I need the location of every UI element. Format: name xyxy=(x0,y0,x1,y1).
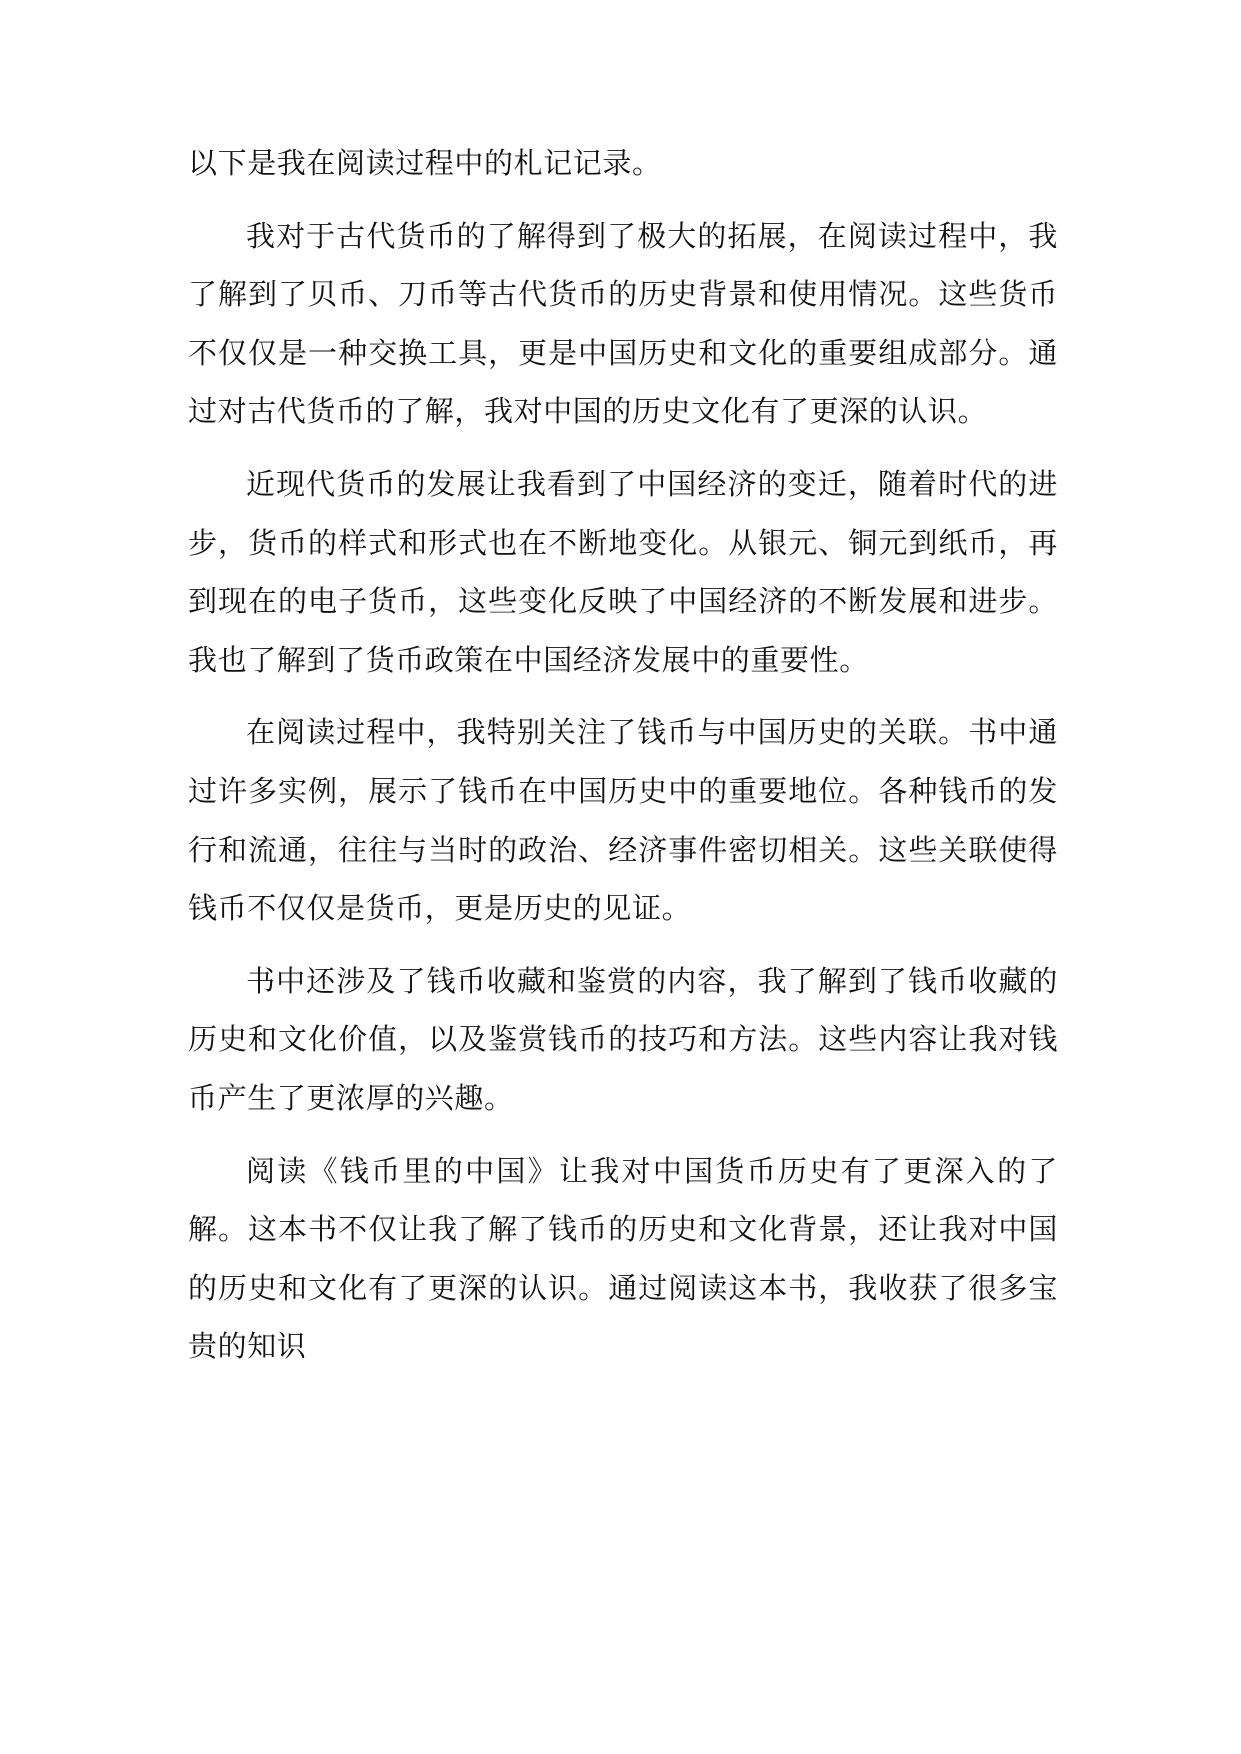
paragraph-intro: 以下是我在阅读过程中的札记记录。 xyxy=(188,146,662,180)
paragraph-conclusion: 阅读《钱币里的中国》让我对中国货币历史有了更深入的了解。这本书不仅让我了解了钱币的历史和文化背景，还让我对中国的历史和文化有了更深的认识。通过阅读这本书，我收获了很多宝贵的知识 xyxy=(188,1153,1058,1364)
paragraph-collecting: 书中还涉及了钱币收藏和鉴赏的内容，我了解到了钱币收藏的历史和文化价值，以及鉴赏钱币的技巧和方法。这些内容让我对钱币产生了更浓厚的兴趣。 xyxy=(188,963,1058,1115)
paragraph-modern-currency: 近现代货币的发展让我看到了中国经济的变迁，随着时代的进步，货币的样式和形式也在不断地变化。从银元、铜元到纸币，再到现在的电子货币，这些变化反映了中国经济的不断发展和进步。我也了解到了货币政策在中国经济发展中的重要性。 xyxy=(188,466,1058,677)
body-text xyxy=(188,134,1058,1390)
paragraph-ancient-currency: 我对于古代货币的了解得到了极大的拓展，在阅读过程中，我了解到了贝币、刀币等古代货币的历史背景和使用情况。这些货币不仅仅是一种交换工具，更是中国历史和文化的重要组成部分。通过对古代货币的了解，我对中国的历史文化有了更深的认识。 xyxy=(188,218,1058,429)
paragraph-history-link: 在阅读过程中，我特别关注了钱币与中国历史的关联。书中通过许多实例，展示了钱币在中国历史中的重要地位。各种钱币的发行和流通，往往与当时的政治、经济事件密切相关。这些关联使得钱币不仅仅是货币，更是历史的见证。 xyxy=(188,715,1058,926)
